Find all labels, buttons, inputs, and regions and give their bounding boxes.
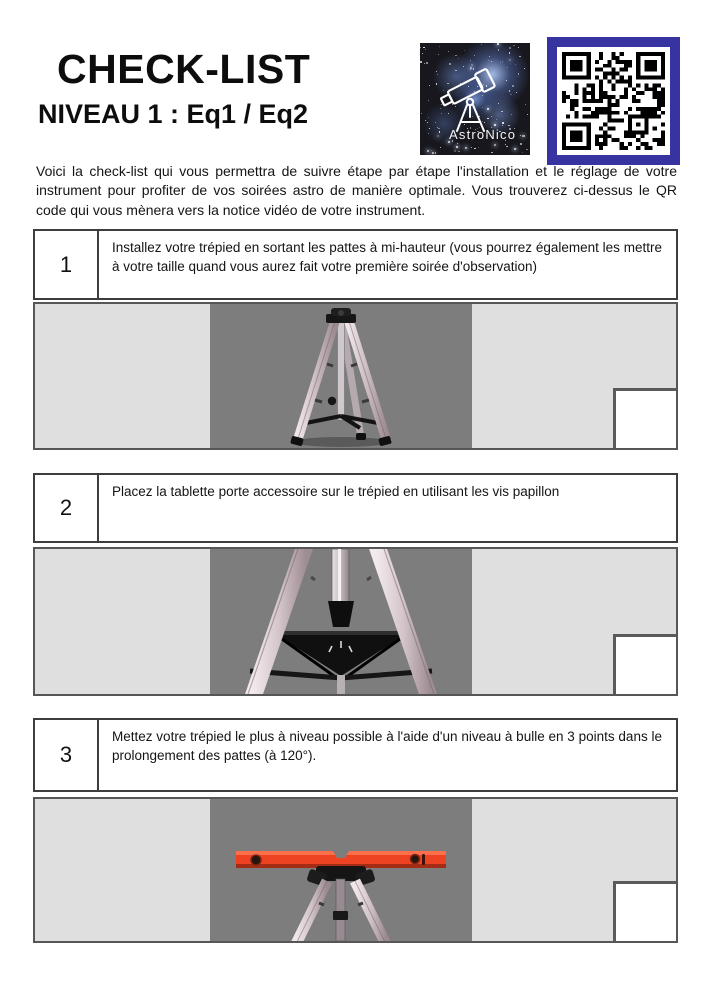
corner-cutout	[613, 634, 676, 694]
step-2-number: 2	[35, 475, 99, 541]
strip-left-panel	[35, 549, 210, 694]
strip-left-panel	[35, 304, 210, 448]
intro-paragraph: Voici la check-list qui vous permettra de suivre étape par étape l'installation et le réglage de votre instrument pour profiter de vos soirées astro de manière optimale. Vous trouverez ci-dessus le QR code qui vous mènera vers la notice vidéo de votre instrument.	[36, 163, 677, 218]
page-title: CHECK-LIST	[57, 46, 311, 92]
step-2-instruction: Placez la tablette porte accessoire sur le trépied en utilisant les vis papillon	[112, 484, 560, 499]
step-3-illustration	[33, 797, 678, 943]
brand-name: AstroNico	[449, 127, 517, 142]
tripod-half-extended-photo	[210, 304, 472, 448]
step-2-illustration	[33, 547, 678, 696]
step-1-illustration	[33, 302, 678, 450]
step-3-box	[33, 718, 678, 792]
qr-code	[547, 37, 680, 165]
spirit-level-on-tripod-photo	[210, 799, 472, 941]
step-3-number: 3	[35, 720, 99, 790]
step-1-instruction: Installez votre trépied en sortant les pattes à mi-hauteur (vous pourrez également les mettre à votre taille quand vous aurez fait votre première soirée d'observation)	[112, 240, 662, 274]
corner-cutout	[613, 881, 676, 941]
qr-pattern	[562, 52, 665, 150]
corner-cutout	[613, 388, 676, 448]
astronico-logo	[420, 43, 530, 155]
strip-left-panel	[35, 799, 210, 941]
step-1-box	[33, 229, 678, 300]
step-3-instruction: Mettez votre trépied le plus à niveau possible à l'aide d'un niveau à bulle en 3 points dans le prolongement des pattes (à 120°).	[112, 729, 662, 763]
step-2-box	[33, 473, 678, 543]
accessory-tray-mounted-photo	[210, 549, 472, 694]
page-subtitle: NIVEAU 1 : Eq1 / Eq2	[38, 99, 309, 129]
step-1-number: 1	[35, 231, 99, 298]
